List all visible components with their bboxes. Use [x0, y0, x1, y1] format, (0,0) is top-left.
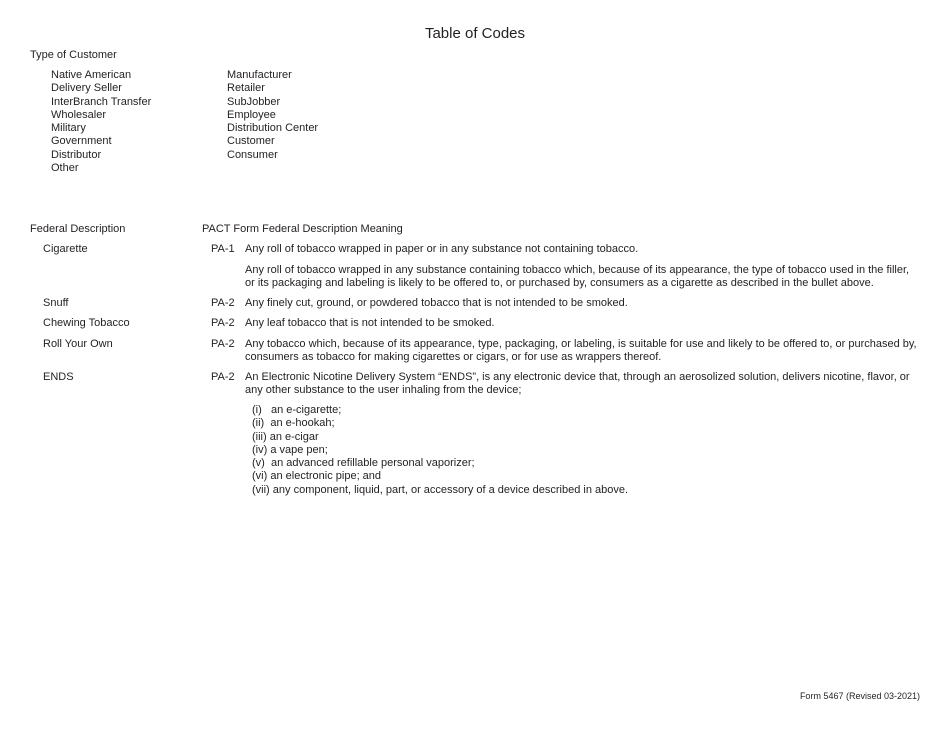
page-title: Table of Codes [424, 25, 526, 42]
list-item-text: an e-hookah; [270, 417, 335, 430]
customer-type-right-column [227, 69, 318, 162]
category-cigarette: Cigarette [43, 243, 88, 255]
code-chewing-tobacco: PA-2 [211, 317, 235, 329]
customer-type-item: Manufacturer [227, 69, 292, 81]
list-item [252, 470, 628, 483]
customer-type-item: Other [51, 162, 79, 175]
customer-type-item: Distribution Center [227, 122, 319, 135]
description-roll-your-own: Any tobacco which, because of its appearance, type, packaging, or labeling, is suitable for use and likely to be offered to, or purchased by, consumers as tobacco for making cigarettes or cigars, or for use as wrappers thereof. [245, 338, 917, 364]
customer-type-item: Delivery Seller [51, 82, 122, 95]
code-cigarette: PA-1 [211, 243, 235, 255]
code-snuff: PA-2 [211, 297, 235, 309]
list-item-number: (iv) [252, 443, 268, 456]
list-item-number: (vii) [252, 483, 270, 496]
customer-type-item: Distributor [51, 148, 102, 161]
description-ends: An Electronic Nicotine Delivery System “ENDS”, is any electronic device that, through an aerosolized solution, delivers nicotine, flavor, or any other substance to the user inhaling from the device; [245, 371, 910, 397]
customer-type-item: Customer [227, 135, 275, 148]
customer-type-item: Native American [51, 69, 132, 81]
list-item-text: an e-cigarette; [270, 404, 342, 416]
list-item-text: an e-cigar [269, 430, 319, 443]
list-item [252, 444, 628, 457]
ends-device-list [252, 404, 628, 497]
list-item-text: an electronic pipe; and [270, 470, 382, 483]
list-item [252, 484, 628, 497]
list-item-number: (vi) [252, 470, 268, 483]
customer-type-item: Retailer [227, 82, 265, 95]
code-roll-your-own: PA-2 [211, 338, 235, 350]
customer-type-item: SubJobber [227, 95, 281, 108]
list-item-text: a vape pen; [270, 443, 328, 456]
category-snuff: Snuff [43, 297, 69, 309]
pact-meaning-heading: PACT Form Federal Description Meaning [202, 223, 403, 235]
customer-type-item: Government [51, 135, 112, 148]
description-cigarette-continued: Any roll of tobacco wrapped in any substance containing tobacco which, because of its appearance, the type of tobacco used in the filler, or its packaging and labeling is likely to be offered to, or purchased by, consumers as a cigarette as described in the bullet above. [245, 264, 910, 290]
customer-type-item: Consumer [227, 148, 278, 161]
list-item-text: any component, liquid, part, or accessory of a device described in above. [272, 483, 629, 496]
customer-type-item: Wholesaler [51, 108, 107, 121]
list-item [252, 431, 628, 444]
list-item-number: (i) [252, 404, 262, 416]
customer-type-item: Employee [227, 108, 276, 121]
description-chewing-tobacco: Any leaf tobacco that is not intended to be smoked. [245, 317, 495, 329]
list-item-number: (v) [252, 457, 265, 470]
list-item [252, 417, 628, 430]
customer-type-item: InterBranch Transfer [51, 95, 152, 108]
description-cigarette: Any roll of tobacco wrapped in paper or in any substance not containing tobacco. [245, 243, 639, 255]
list-item [252, 457, 628, 470]
customer-type-item: Military [51, 122, 86, 135]
list-item [252, 404, 628, 417]
list-item-number: (iii) [252, 430, 267, 443]
customer-type-left-column [51, 69, 151, 175]
category-chewing-tobacco: Chewing Tobacco [43, 317, 130, 329]
description-snuff: Any finely cut, ground, or powdered tobacco that is not intended to be smoked. [245, 297, 628, 309]
category-roll-your-own: Roll Your Own [43, 338, 113, 350]
form-number-footer: Form 5467 (Revised 03-2021) [799, 691, 920, 701]
category-ends: ENDS [43, 371, 74, 383]
list-item-text: an advanced refillable personal vaporizer; [270, 457, 475, 470]
federal-description-heading: Federal Description [30, 223, 126, 235]
list-item-number: (ii) [252, 417, 265, 430]
code-ends: PA-2 [211, 371, 235, 383]
customer-type-heading: Type of Customer [30, 49, 117, 61]
